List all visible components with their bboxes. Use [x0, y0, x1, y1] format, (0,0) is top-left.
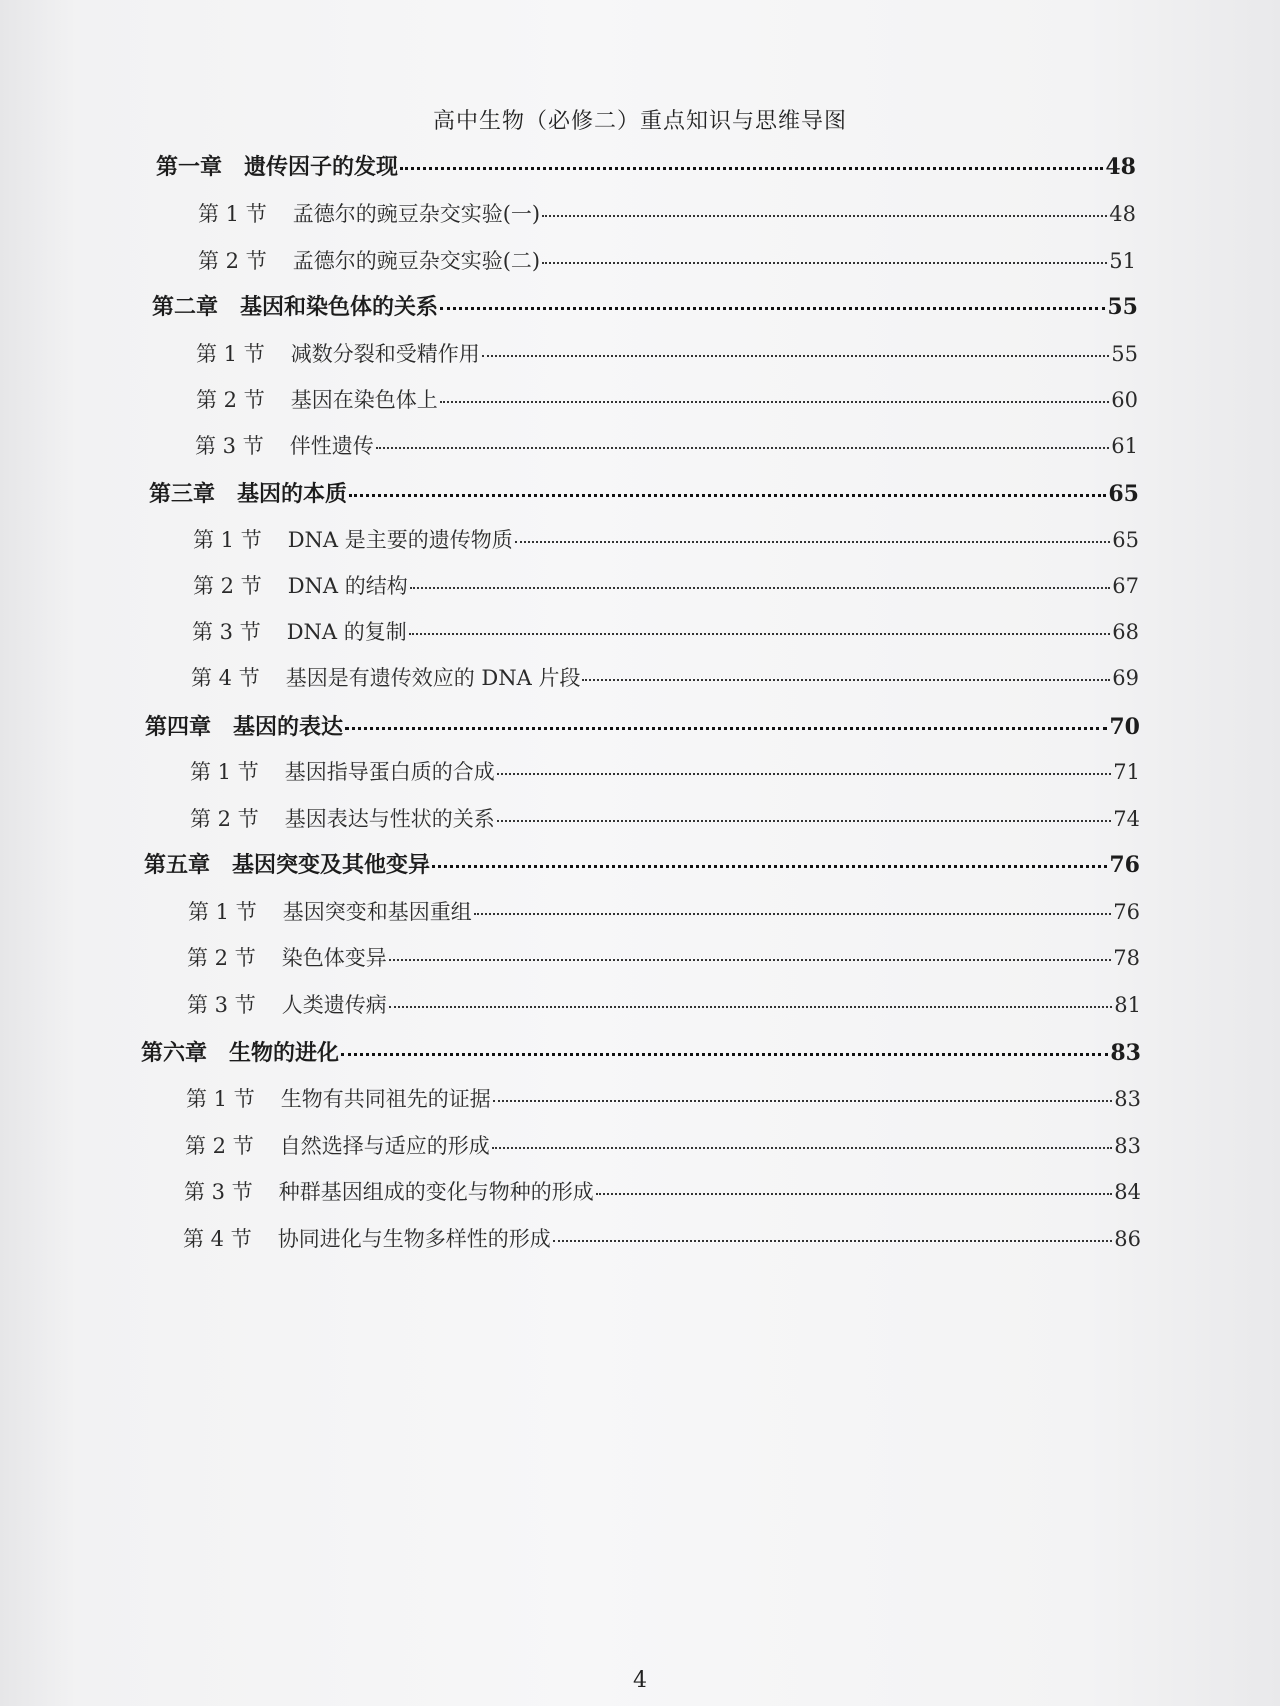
section-title: 孟德尔的豌豆杂交实验(一): [292, 202, 541, 226]
toc-section-4-1: [190, 756, 1140, 786]
chapter-page-number: 70: [1109, 714, 1140, 740]
section-page-number: 84: [1114, 1180, 1141, 1204]
section-page-number: 86: [1114, 1227, 1141, 1251]
dot-leader: [389, 1006, 1113, 1008]
section-title: 种群基因组成的变化与物种的形成: [278, 1180, 594, 1204]
section-label: 第 4 节: [191, 666, 260, 690]
section-title: 协同进化与生物多样性的形成: [277, 1227, 551, 1251]
dot-leader: [389, 959, 1112, 961]
section-label: 第 1 节: [188, 900, 257, 924]
document-title: 高中生物（必修二）重点知识与思维导图: [432, 109, 847, 134]
section-title: 基因突变和基因重组: [282, 900, 472, 924]
section-page-number: 61: [1111, 434, 1138, 458]
toc-section-2-2: [196, 384, 1138, 414]
section-label: 第 2 节: [196, 388, 265, 412]
section-page-number: 51: [1109, 249, 1136, 273]
section-label: 第 1 节: [193, 528, 262, 552]
section-page-number: 60: [1111, 388, 1138, 412]
section-label: 第 2 节: [185, 1134, 254, 1158]
section-page-number: 71: [1113, 760, 1140, 784]
section-page-number: 74: [1113, 807, 1140, 831]
section-title: 基因在染色体上: [290, 388, 438, 412]
section-page-number: 76: [1113, 900, 1140, 924]
toc-section-6-3: [184, 1176, 1141, 1206]
section-label: 第 3 节: [192, 620, 261, 644]
dot-leader: [553, 1240, 1113, 1242]
section-title: 基因是有遗传效应的 DNA 片段: [285, 666, 581, 690]
section-label: 第 2 节: [198, 249, 267, 273]
dot-leader: [409, 633, 1110, 635]
section-page-number: 78: [1113, 946, 1140, 970]
section-page-number: 55: [1111, 342, 1138, 366]
section-title: 染色体变异: [281, 946, 387, 970]
toc-section-5-3: [187, 989, 1141, 1019]
section-title: 伴性遗传: [289, 434, 374, 458]
chapter-label: 第一章: [156, 154, 223, 180]
dot-leader: [410, 587, 1110, 589]
toc-section-3-3: [192, 616, 1139, 646]
section-label: 第 1 节: [186, 1087, 255, 1111]
dot-leader: [515, 541, 1110, 543]
chapter-page-number: 48: [1105, 154, 1136, 180]
toc-section-2-1: [196, 338, 1138, 368]
section-label: 第 1 节: [198, 202, 267, 226]
dot-leader: [341, 1053, 1108, 1056]
chapter-title: 基因的本质: [237, 481, 348, 507]
section-label: 第 2 节: [193, 574, 262, 598]
section-title: 人类遗传病: [281, 993, 387, 1017]
toc-section-3-2: [193, 570, 1139, 600]
dot-leader: [493, 1100, 1113, 1102]
section-page-number: 83: [1114, 1087, 1141, 1111]
section-label: 第 3 节: [195, 434, 264, 458]
dot-leader: [376, 447, 1110, 449]
dot-leader: [542, 215, 1107, 217]
section-page-number: 67: [1112, 574, 1139, 598]
dot-leader: [432, 865, 1107, 868]
chapter-title: 生物的进化: [229, 1040, 340, 1066]
section-page-number: 48: [1109, 202, 1136, 226]
dot-leader: [497, 773, 1112, 775]
dot-leader: [474, 913, 1112, 915]
toc-section-3-4: [191, 662, 1139, 692]
section-title: 自然选择与适应的形成: [279, 1134, 490, 1158]
dot-leader: [582, 679, 1110, 681]
toc-chapter-5: [144, 848, 1140, 879]
toc-section-5-2: [187, 942, 1140, 972]
toc-chapter-2: [152, 290, 1138, 321]
section-title: 生物有共同祖先的证据: [280, 1087, 491, 1111]
chapter-title: 基因和染色体的关系: [240, 294, 439, 320]
chapter-title: 遗传因子的发现: [244, 154, 399, 180]
chapter-page-number: 83: [1110, 1040, 1141, 1066]
section-title: 减数分裂和受精作用: [290, 342, 480, 366]
toc-section-1-2: [198, 245, 1136, 275]
toc-section-2-3: [195, 430, 1138, 460]
chapter-label: 第二章: [152, 294, 219, 320]
toc-section-6-1: [186, 1083, 1141, 1113]
chapter-label: 第五章: [144, 852, 211, 878]
section-title: 基因指导蛋白质的合成: [284, 760, 495, 784]
dot-leader: [440, 401, 1110, 403]
section-page-number: 68: [1112, 620, 1139, 644]
chapter-label: 第三章: [149, 481, 216, 507]
dot-leader: [440, 307, 1105, 310]
section-title: DNA 的结构: [287, 574, 408, 598]
chapter-page-number: 65: [1108, 481, 1139, 507]
section-label: 第 1 节: [196, 342, 265, 366]
dot-leader: [492, 1147, 1113, 1149]
toc-section-4-2: [190, 803, 1140, 833]
section-label: 第 1 节: [190, 760, 259, 784]
section-page-number: 69: [1112, 666, 1139, 690]
section-label: 第 3 节: [187, 993, 256, 1017]
chapter-title: 基因的表达: [233, 714, 344, 740]
section-title: 孟德尔的豌豆杂交实验(二): [292, 249, 541, 273]
footer-page-number: 4: [633, 1668, 647, 1693]
dot-leader: [349, 494, 1106, 497]
toc-section-1-1: [198, 198, 1136, 228]
chapter-label: 第四章: [145, 714, 212, 740]
toc-section-6-4: [183, 1223, 1141, 1253]
section-title: DNA 的复制: [286, 620, 407, 644]
dot-leader: [400, 167, 1103, 170]
section-page-number: 81: [1114, 993, 1141, 1017]
chapter-page-number: 55: [1107, 294, 1138, 320]
toc-chapter-3: [149, 477, 1139, 508]
section-title: DNA 是主要的遗传物质: [287, 528, 513, 552]
toc-chapter-1: [156, 150, 1136, 181]
section-label: 第 2 节: [190, 807, 259, 831]
chapter-page-number: 76: [1109, 852, 1140, 878]
toc-chapter-6: [141, 1036, 1141, 1067]
dot-leader: [497, 820, 1112, 822]
toc-chapter-4: [145, 710, 1140, 741]
section-label: 第 3 节: [184, 1180, 253, 1204]
section-title: 基因表达与性状的关系: [284, 807, 495, 831]
dot-leader: [596, 1193, 1113, 1195]
section-page-number: 65: [1112, 528, 1139, 552]
dot-leader: [345, 727, 1107, 730]
section-label: 第 4 节: [183, 1227, 252, 1251]
toc-section-3-1: [193, 524, 1139, 554]
section-page-number: 83: [1114, 1134, 1141, 1158]
toc-section-5-1: [188, 896, 1140, 926]
toc-section-6-2: [185, 1130, 1141, 1160]
dot-leader: [542, 262, 1107, 264]
dot-leader: [482, 355, 1110, 357]
chapter-title: 基因突变及其他变异: [232, 852, 431, 878]
chapter-label: 第六章: [141, 1040, 208, 1066]
section-label: 第 2 节: [187, 946, 256, 970]
